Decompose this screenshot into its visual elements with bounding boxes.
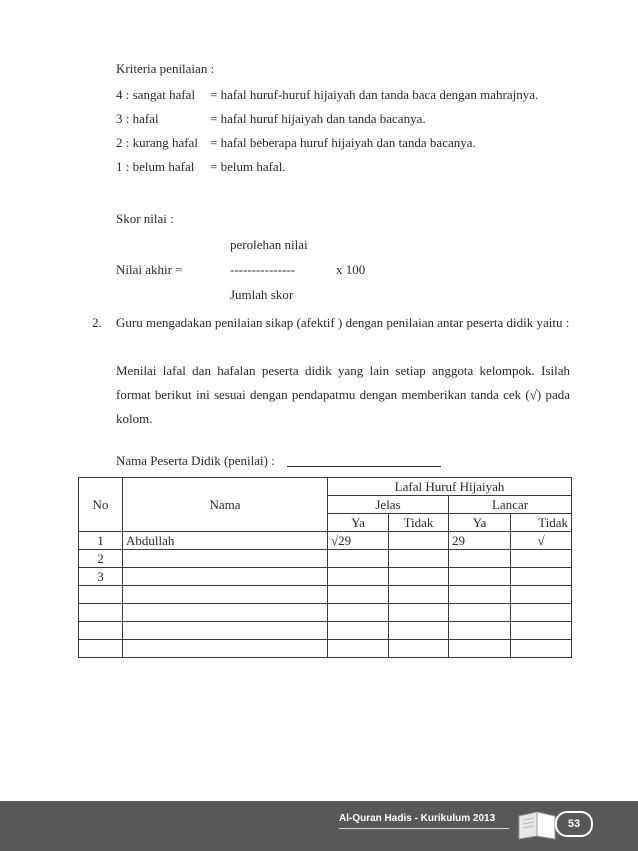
row-nama[interactable]: [123, 640, 328, 658]
row-lancar-tidak[interactable]: [511, 586, 572, 604]
row-lancar-ya[interactable]: [449, 586, 511, 604]
footer-title: Al-Quran Hadis - Kurikulum 2013: [339, 813, 496, 824]
table-row: [79, 586, 572, 604]
score-label: Skor nilai :: [116, 211, 174, 226]
header-lafal-group: Lafal Huruf Hijaiyah: [328, 478, 572, 496]
row-lancar-ya[interactable]: [449, 568, 511, 586]
score-numerator: perolehan nilai: [230, 237, 308, 252]
row-jelas-tidak[interactable]: [389, 568, 449, 586]
row-jelas-ya[interactable]: [328, 604, 389, 622]
header-jelas-ya: Ya: [328, 514, 389, 532]
table-row: [79, 604, 572, 622]
page-number: 53: [555, 811, 593, 837]
evaluator-label: Nama Peserta Didik (penilai) :: [116, 453, 275, 468]
criteria-desc-4: = hafal huruf-huruf hijaiyah dan tanda baca dengan mahrajnya.: [210, 87, 539, 102]
criteria-key-1: 1 : belum hafal: [116, 159, 195, 174]
row-lancar-tidak[interactable]: [511, 604, 572, 622]
row-jelas-ya[interactable]: [328, 640, 389, 658]
footer-divider: [339, 828, 509, 829]
multiplier: x 100: [336, 262, 366, 277]
item-instruction-paragraph: Menilai lafal dan hafalan peserta didik yang lain setiap anggota kelompok. Isilah format berikut ini sesuai dengan pendapatmu dengan memberikan tanda cek (√) pada kolom.: [116, 363, 570, 426]
table-row: [79, 568, 572, 586]
row-nama[interactable]: [123, 604, 328, 622]
final-score-label: Nilai akhir =: [116, 262, 183, 277]
criteria-key-4: 4 : sangat hafal: [116, 87, 196, 102]
row-lancar-ya[interactable]: 29: [449, 532, 511, 550]
open-book-icon: [515, 806, 559, 842]
table-row: [79, 550, 572, 568]
row-jelas-ya[interactable]: [328, 586, 389, 604]
row-lancar-tidak[interactable]: [511, 550, 572, 568]
row-lancar-ya[interactable]: [449, 550, 511, 568]
row-lancar-ya[interactable]: [449, 604, 511, 622]
row-nama[interactable]: [123, 568, 328, 586]
score-denominator: Jumlah skor: [230, 287, 294, 302]
assessment-table: [78, 477, 572, 658]
row-nama[interactable]: [123, 550, 328, 568]
header-lancar-ya: Ya: [449, 514, 511, 532]
row-no: 3: [79, 568, 123, 586]
row-jelas-ya[interactable]: √29: [328, 532, 389, 550]
row-no: 2: [79, 550, 123, 568]
row-lancar-tidak[interactable]: [511, 622, 572, 640]
row-jelas-tidak[interactable]: [389, 586, 449, 604]
row-jelas-tidak[interactable]: [389, 604, 449, 622]
row-nama[interactable]: Abdullah: [123, 532, 328, 550]
row-lancar-tidak[interactable]: [511, 568, 572, 586]
row-nama[interactable]: [123, 622, 328, 640]
row-jelas-ya[interactable]: [328, 568, 389, 586]
row-nama[interactable]: [123, 586, 328, 604]
row-lancar-ya[interactable]: [449, 640, 511, 658]
header-no: No: [79, 478, 123, 532]
criteria-desc-1: = belum hafal.: [210, 159, 286, 174]
row-lancar-ya[interactable]: [449, 622, 511, 640]
row-jelas-tidak[interactable]: [389, 532, 449, 550]
criteria-heading: Kriteria penilaian :: [116, 61, 215, 76]
row-no: [79, 586, 123, 604]
item-number: 2.: [92, 315, 102, 330]
row-jelas-ya[interactable]: [328, 622, 389, 640]
row-no: [79, 604, 123, 622]
row-jelas-tidak[interactable]: [389, 550, 449, 568]
row-lancar-tidak[interactable]: [511, 640, 572, 658]
row-no: 1: [79, 532, 123, 550]
row-jelas-tidak[interactable]: [389, 640, 449, 658]
criteria-key-2: 2 : kurang hafal: [116, 135, 198, 150]
item-intro-paragraph: Guru mengadakan penilaian sikap (afektif ) dengan penilaian antar peserta didik yaitu :: [116, 315, 570, 330]
header-nama: Nama: [123, 478, 328, 532]
header-jelas: Jelas: [328, 496, 449, 514]
row-jelas-tidak[interactable]: [389, 622, 449, 640]
header-lancar-tidak: Tidak: [511, 514, 572, 532]
row-lancar-tidak[interactable]: √: [511, 532, 572, 550]
criteria-desc-3: = hafal huruf hijaiyah dan tanda bacanya.: [210, 111, 426, 126]
header-jelas-tidak: Tidak: [389, 514, 449, 532]
fraction-line: ---------------: [230, 262, 295, 277]
header-lancar: Lancar: [449, 496, 572, 514]
criteria-key-3: 3 : hafal: [116, 111, 159, 126]
row-no: [79, 640, 123, 658]
table-row: [79, 532, 572, 550]
evaluator-name-blank[interactable]: [287, 466, 441, 467]
criteria-desc-2: = hafal beberapa huruf hijaiyah dan tanda bacanya.: [210, 135, 476, 150]
row-no: [79, 622, 123, 640]
row-jelas-ya[interactable]: [328, 550, 389, 568]
table-row: [79, 622, 572, 640]
table-row: [79, 640, 572, 658]
